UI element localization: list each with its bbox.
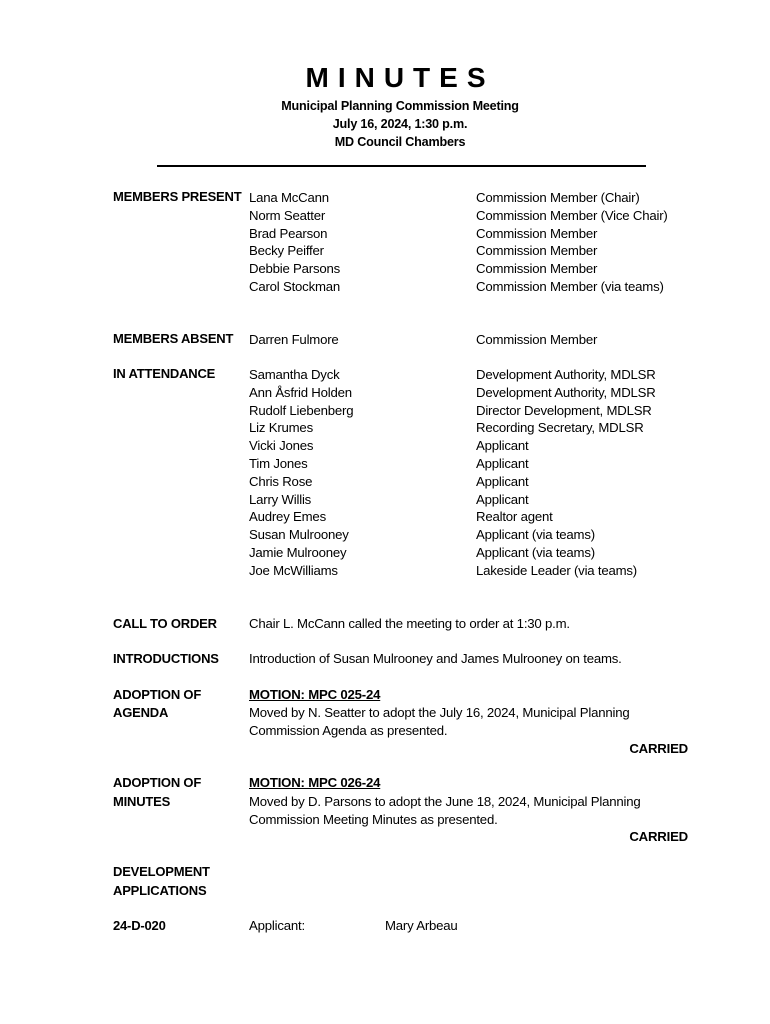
member-name: Brad Pearson bbox=[249, 225, 328, 241]
members-present-roles bbox=[476, 189, 668, 296]
agenda-motion-result: CARRIED bbox=[629, 741, 688, 756]
page-title: MINUTES bbox=[305, 62, 495, 93]
members-present-label: MEMBERS PRESENT bbox=[113, 189, 242, 204]
agenda-motion-text-line1: Moved by N. Seatter to adopt the July 16, 2024, Municipal Planning bbox=[249, 705, 630, 720]
application-number: 24-D-020 bbox=[113, 918, 166, 933]
in-attendance-label: IN ATTENDANCE bbox=[113, 366, 216, 381]
adoption-agenda-label-line2: AGENDA bbox=[113, 705, 169, 720]
member-name: Becky Peiffer bbox=[249, 243, 324, 259]
attendee-role: Applicant (via teams) bbox=[476, 527, 595, 543]
minutes-motion-text-line2: Commission Meeting Minutes as presented. bbox=[249, 812, 498, 827]
adoption-minutes-label-line1: ADOPTION OF bbox=[113, 775, 202, 790]
attendee-name: Samantha Dyck bbox=[249, 367, 340, 382]
attendee-name: Susan Mulrooney bbox=[249, 527, 349, 543]
attendee-role: Applicant bbox=[476, 473, 529, 489]
agenda-motion-text-line2: Commission Agenda as presented. bbox=[249, 723, 448, 738]
members-absent-label: MEMBERS ABSENT bbox=[113, 331, 234, 346]
attendee-name: Rudolf Liebenberg bbox=[249, 402, 354, 418]
call-to-order-label: CALL TO ORDER bbox=[113, 616, 217, 631]
attendee-role: Applicant bbox=[476, 455, 529, 471]
attendee-role: Development Authority, MDLSR bbox=[476, 367, 656, 382]
attendee-name: Chris Rose bbox=[249, 473, 313, 489]
attendee-name: Joe McWilliams bbox=[249, 562, 338, 578]
attendee-role: Applicant bbox=[476, 491, 529, 507]
attendee-name: Jamie Mulrooney bbox=[249, 544, 347, 560]
minutes-motion-number: MOTION: MPC 026-24 bbox=[249, 775, 381, 790]
attendee-name: Liz Krumes bbox=[249, 420, 313, 436]
introductions-label: INTRODUCTIONS bbox=[113, 651, 219, 666]
development-applications-label-line1: DEVELOPMENT bbox=[113, 864, 210, 879]
member-role: Commission Member (Chair) bbox=[476, 190, 640, 205]
member-name: Norm Seatter bbox=[249, 207, 326, 223]
members-present-names bbox=[249, 189, 340, 296]
meeting-location: MD Council Chambers bbox=[334, 135, 466, 149]
member-name: Debbie Parsons bbox=[249, 261, 341, 277]
attendee-role: Development Authority, MDLSR bbox=[476, 384, 656, 400]
minutes-motion-result: CARRIED bbox=[629, 829, 688, 844]
member-role: Commission Member (Vice Chair) bbox=[476, 207, 668, 223]
attendee-role: Applicant bbox=[476, 438, 529, 454]
attendee-names bbox=[249, 366, 353, 580]
attendee-name: Tim Jones bbox=[249, 455, 308, 471]
call-to-order-text: Chair L. McCann called the meeting to order at 1:30 p.m. bbox=[249, 616, 570, 631]
attendee-name: Vicki Jones bbox=[249, 438, 314, 454]
header-divider bbox=[157, 165, 646, 167]
member-role: Commission Member bbox=[476, 225, 598, 241]
member-name: Lana McCann bbox=[249, 190, 329, 205]
member-role: Commission Member (via teams) bbox=[476, 278, 664, 294]
meeting-date-time: July 16, 2024, 1:30 p.m. bbox=[332, 117, 468, 131]
attendee-role: Lakeside Leader (via teams) bbox=[476, 562, 637, 578]
attendee-role: Recording Secretary, MDLSR bbox=[476, 420, 644, 436]
attendee-role: Applicant (via teams) bbox=[476, 544, 595, 560]
member-name: Carol Stockman bbox=[249, 278, 341, 294]
attendee-roles bbox=[476, 366, 656, 580]
member-role: Commission Member bbox=[476, 243, 598, 259]
member-role: Commission Member bbox=[476, 261, 598, 277]
agenda-motion-number: MOTION: MPC 025-24 bbox=[249, 687, 381, 702]
introductions-text: Introduction of Susan Mulrooney and James Mulrooney on teams. bbox=[249, 651, 622, 666]
development-applications-label-line2: APPLICATIONS bbox=[113, 883, 207, 898]
absent-member-name: Darren Fulmore bbox=[249, 332, 339, 347]
attendee-role: Realtor agent bbox=[476, 509, 553, 525]
minutes-motion-text-line1: Moved by D. Parsons to adopt the June 18, 2024, Municipal Planning bbox=[249, 794, 641, 809]
attendee-role: Director Development, MDLSR bbox=[476, 402, 652, 418]
attendee-name: Ann Åsfrid Holden bbox=[249, 384, 352, 400]
adoption-agenda-label-line1: ADOPTION OF bbox=[113, 687, 202, 702]
absent-member-role: Commission Member bbox=[476, 332, 598, 347]
attendee-name: Audrey Emes bbox=[249, 509, 326, 525]
applicant-label: Applicant: bbox=[249, 918, 305, 933]
meeting-name: Municipal Planning Commission Meeting bbox=[281, 99, 519, 113]
applicant-name: Mary Arbeau bbox=[385, 918, 458, 933]
attendee-name: Larry Willis bbox=[249, 491, 312, 507]
adoption-minutes-label-line2: MINUTES bbox=[113, 794, 171, 809]
